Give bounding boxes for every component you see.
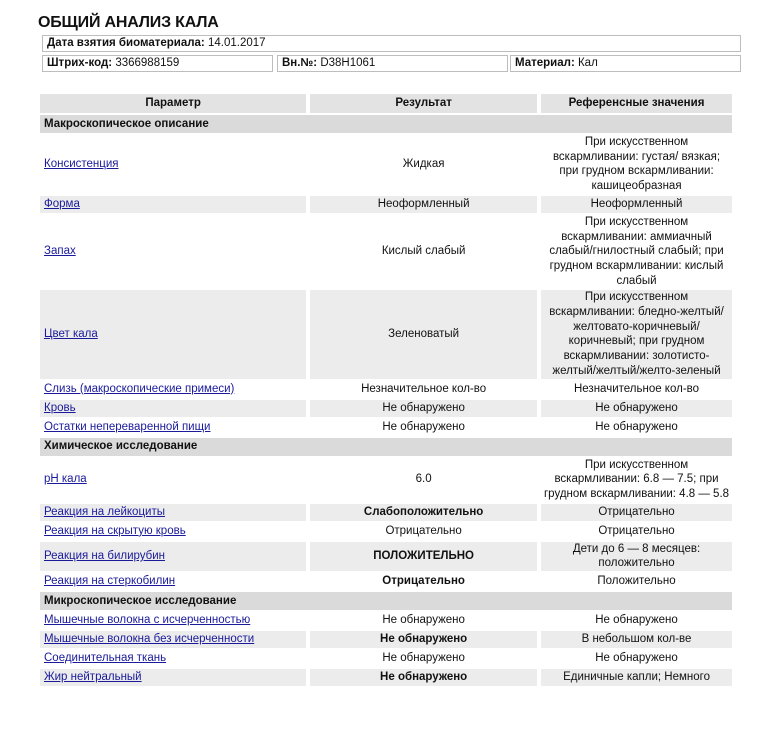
lab-report bbox=[38, 12, 742, 684]
section-title: Макроскопическое описание bbox=[40, 115, 732, 133]
parameter-cell bbox=[40, 669, 306, 686]
parameter-cell bbox=[40, 196, 306, 213]
result-cell: Кислый слабый bbox=[381, 245, 466, 258]
section-title: Микроскопическое исследование bbox=[40, 592, 732, 610]
parameter-link[interactable]: Остатки непереваренной пищи bbox=[44, 420, 211, 433]
table-row bbox=[40, 381, 732, 398]
report-title: ОБЩИЙ АНАЛИЗ КАЛА bbox=[38, 14, 219, 31]
table-row bbox=[40, 504, 732, 521]
parameter-link[interactable]: Реакция на стеркобилин bbox=[44, 575, 176, 588]
sample-date-label: Дата взятия биоматериала: bbox=[47, 37, 205, 49]
table-row bbox=[40, 135, 732, 194]
result-cell: Не обнаружено bbox=[310, 631, 537, 648]
reference-cell: Положительно bbox=[597, 575, 676, 588]
parameter-cell bbox=[40, 135, 306, 194]
column-header-parameter: Параметр bbox=[40, 94, 306, 113]
table-row bbox=[40, 573, 732, 590]
result-cell: Неоформленный bbox=[310, 196, 537, 213]
reference-cell: Не обнаружено bbox=[595, 652, 678, 665]
reference-cell: Не обнаружено bbox=[595, 420, 678, 433]
column-header-result: Результат bbox=[310, 94, 537, 113]
result-cell: ПОЛОЖИТЕЛЬНО bbox=[310, 542, 537, 571]
table-row bbox=[40, 400, 732, 417]
parameter-link[interactable]: Мышечные волокна без исчерченности bbox=[44, 633, 255, 646]
parameter-cell bbox=[40, 419, 306, 436]
parameter-cell bbox=[40, 631, 306, 648]
parameter-link[interactable]: Реакция на скрытую кровь bbox=[44, 524, 186, 537]
reference-cell: Не обнаружено bbox=[541, 400, 732, 417]
table-row bbox=[40, 631, 732, 648]
parameter-cell bbox=[40, 215, 306, 289]
parameter-cell bbox=[40, 290, 306, 378]
result-cell: Незначительное кол-во bbox=[361, 382, 487, 395]
parameter-link[interactable]: Кровь bbox=[44, 401, 76, 414]
barcode-label: Штрих-код: bbox=[47, 57, 113, 69]
table-row bbox=[40, 196, 732, 213]
result-cell: Не обнаружено bbox=[310, 400, 537, 417]
table-row bbox=[40, 215, 732, 289]
internal-number-field bbox=[277, 55, 508, 72]
results-table bbox=[36, 92, 736, 688]
section-row bbox=[40, 438, 732, 456]
result-cell: Отрицательно bbox=[385, 524, 462, 537]
internal-number-value: D38H1061 bbox=[320, 57, 376, 69]
result-cell: Слабоположительно bbox=[310, 504, 537, 521]
parameter-cell bbox=[40, 400, 306, 417]
parameter-link[interactable]: Запах bbox=[44, 245, 76, 258]
material-field bbox=[510, 55, 741, 72]
parameter-cell bbox=[40, 504, 306, 521]
result-cell: Не обнаружено bbox=[310, 669, 537, 686]
internal-number-label: Вн.№: bbox=[282, 57, 318, 69]
parameter-link[interactable]: Слизь (макроскопические примеси) bbox=[44, 382, 235, 395]
table-row bbox=[40, 669, 732, 686]
reference-cell: При искусственном вскармливании: 6.8 — 7.5; при грудном вскармливании: 4.8 — 5.8 bbox=[543, 458, 730, 500]
table-row bbox=[40, 650, 732, 667]
column-header-reference: Референсные значения bbox=[541, 94, 732, 113]
parameter-link[interactable]: Реакция на лейкоциты bbox=[44, 505, 165, 518]
table-row bbox=[40, 419, 732, 436]
result-cell: Отрицательно bbox=[382, 575, 465, 588]
reference-cell: При искусственном вскармливании: густая/ вязкая; при грудном вскармливании: кашицеобразная bbox=[552, 136, 721, 193]
material-value: Кал bbox=[577, 57, 598, 69]
reference-cell: Отрицательно bbox=[541, 504, 732, 521]
reference-cell: Единичные капли; Немного bbox=[541, 669, 732, 686]
result-cell: Жидкая bbox=[402, 158, 445, 171]
parameter-link[interactable]: Соединительная ткань bbox=[44, 652, 167, 665]
result-cell: Не обнаружено bbox=[382, 614, 465, 627]
section-row bbox=[40, 592, 732, 610]
parameter-cell bbox=[40, 542, 306, 571]
table-row bbox=[40, 523, 732, 540]
section-row bbox=[40, 115, 732, 133]
table-row bbox=[40, 458, 732, 502]
result-cell: 6.0 bbox=[415, 473, 432, 486]
material-label: Материал: bbox=[515, 57, 575, 69]
result-cell: Не обнаружено bbox=[382, 420, 465, 433]
parameter-link[interactable]: Мышечные волокна с исчерченностью bbox=[44, 614, 251, 627]
result-cell: Не обнаружено bbox=[382, 652, 465, 665]
barcode-value: 3366988159 bbox=[115, 57, 180, 69]
parameter-cell bbox=[40, 523, 306, 540]
sample-date-field bbox=[42, 35, 741, 52]
result-cell: Зеленоватый bbox=[310, 290, 537, 378]
sample-date-value: 14.01.2017 bbox=[207, 37, 266, 49]
reference-cell: Незначительное кол-во bbox=[573, 382, 700, 395]
barcode-field bbox=[42, 55, 273, 72]
reference-cell: В небольшом кол-ве bbox=[541, 631, 732, 648]
parameter-cell bbox=[40, 381, 306, 398]
parameter-cell bbox=[40, 458, 306, 502]
table-row bbox=[40, 542, 732, 571]
parameter-link[interactable]: Жир нейтральный bbox=[44, 671, 142, 684]
table-row bbox=[40, 612, 732, 629]
reference-cell: При искусственном вскармливании: бледно-желтый/желтовато-коричневый/ коричневый; при грудном вскармливании: золотисто-желтый/желтый/желто-зеленый bbox=[541, 290, 732, 378]
parameter-cell bbox=[40, 573, 306, 590]
reference-cell: Дети до 6 — 8 месяцев: положительно bbox=[541, 542, 732, 571]
parameter-cell bbox=[40, 612, 306, 629]
section-title: Химическое исследование bbox=[40, 438, 732, 456]
parameter-link[interactable]: Реакция на билирубин bbox=[44, 550, 166, 562]
parameter-link[interactable]: Цвет кала bbox=[44, 328, 98, 341]
reference-cell: Отрицательно bbox=[598, 524, 675, 537]
reference-cell: Неоформленный bbox=[541, 196, 732, 213]
parameter-cell bbox=[40, 650, 306, 667]
parameter-link[interactable]: pH кала bbox=[44, 473, 87, 486]
parameter-link[interactable]: Консистенция bbox=[44, 158, 119, 171]
table-row bbox=[40, 290, 732, 378]
reference-cell: При искусственном вскармливании: аммиачный слабый/гнилостный слабый; при грудном вскармливании: кислый слабый bbox=[549, 215, 724, 287]
reference-cell: Не обнаружено bbox=[595, 614, 678, 627]
parameter-link[interactable]: Форма bbox=[44, 197, 80, 210]
